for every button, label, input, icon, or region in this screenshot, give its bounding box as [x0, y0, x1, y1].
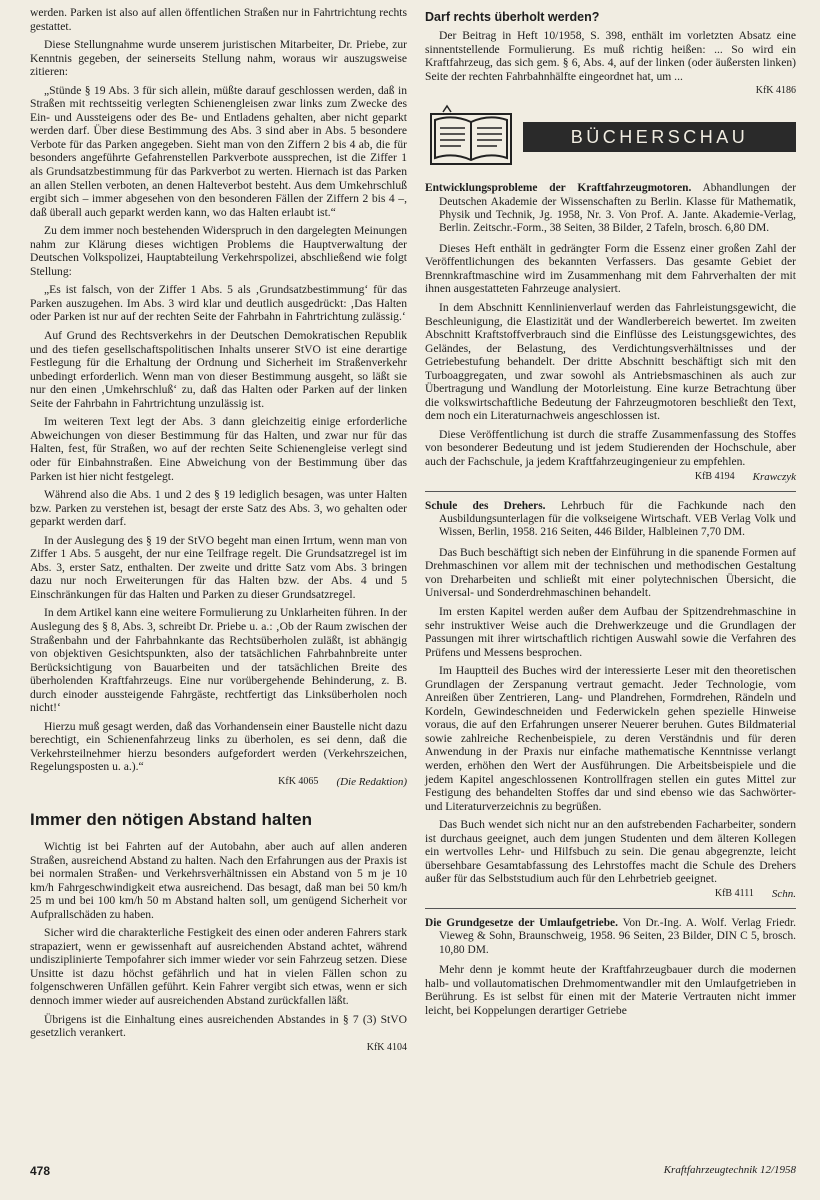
paragraph: Dieses Heft enthält in gedrängter Form die Essenz einer großen Zahl der Veröffentlichungen des bekannten Verfassers. Das gesamte Gebiet der Brennkraftmaschine wird im Zusammenhang mit dem Fahrverhalten der mit ihnen ausgestatteten Fahrzeuge analysiert.: [425, 241, 796, 296]
paragraph: Während also die Abs. 1 und 2 des § 19 lediglich besagen, was unter Halten bzw. Parken zu verstehen ist, besagt der erste Satz des Abs. 3, wo gehalten oder geparkt werden darf.: [30, 488, 407, 529]
paragraph: Auf Grund des Rechtsverkehrs in der Deutschen Demokratischen Republik und des tiefen gesellschaftspolitischen Inhalts unserer StVO ist eine derartige Festlegung für die Erhaltung der Ordnung und Sicherheit im Straßenverkehr unbedingt erforderlich. Wenn man von dieser Bestimmung ausgeht, so läßt sie nur den einen ‚Umkehrschluß‘ zu, daß das Halten oder Parken auf der linken Seite der Fahrbahn in Fahrtrichtung unzulässig ist.: [30, 329, 407, 410]
book-title: Schule des Drehers.: [425, 499, 546, 512]
article-code: KfK 4065: [278, 775, 319, 787]
article-code: KfK 4104: [366, 1041, 407, 1053]
review-signature: [425, 888, 796, 900]
book-title: Entwicklungsprobleme der Kraftfahrzeugmotoren.: [425, 182, 692, 195]
article-signature: [30, 1042, 407, 1053]
paragraph: Wichtig ist bei Fahrten auf der Autobahn, aber auch auf allen anderen Straßen, ausreichend Abstand zu halten. Nach den Erfahrungen aus der Praxis ist bei normalen Straßen- und Verkehrsverhältnissen ein Abstand von 5 m je 10 km/h Fahrgeschwindigkeit etwa ausreichend. Das besagt, daß man bei 50 km/h 25 m und bei 100 km/h 50 m Abstand halten soll, um genügend Sicherheit vor Aufprallschäden zu haben.: [30, 839, 407, 921]
divider: [425, 491, 796, 492]
paragraph: Der Beitrag in Heft 10/1958, S. 398, enthält im vorletzten Absatz eine sinnentstellende Formulierung. Es muß richtig heißen: ... So wird ein Kraftfahrzeug, das sich gem. § 6, Abs. 4, auf der linken (oder äußersten linken) Seite der rechten Fahrbahnhälfte eingeordnet hat, um ...: [425, 29, 796, 83]
article-author: (Die Redaktion): [336, 775, 407, 788]
quote-paragraph: „Es ist falsch, von der Ziffer 1 Abs. 5 als ‚Grundsatzbestimmung‘ für das Parken auszugehen. Im Abs. 3 wird klar und deutlich ausgedrückt: ‚Das Halten oder Parken ist nur auf der rechten Seite der Fahrbahn in Fahrtrichtung zulässig.‘: [30, 283, 407, 324]
paragraph: werden. Parken ist also auf allen öffentlichen Straßen nur in Fahrtrichtung rechts gestattet.: [30, 6, 407, 33]
book-entry: [425, 500, 796, 540]
book-meta: Lehrbuch für die Fachkunde nach den Ausbildungsunterlagen für die volkseigene Wirtschaft. VEB Verlag Volk und Wissen, Berlin, 1958. 216 Seiten, 446 Bilder, Halbleinen 7,70 DM.: [439, 499, 796, 539]
paragraph: Mehr denn je kommt heute der Kraftfahrzeugbauer durch die modernen halb- und vollautomatischen Drehmomentwandler mit den Umlaufgetrieben in Berührung. Es ist selbst für einen mit der Materie Vertrauten nicht immer leicht, bei Koppelungen derartiger Getriebe: [425, 963, 796, 1017]
book-meta: Abhandlungen der Deutschen Akademie der Wissenschaften zu Berlin. Klasse für Mathematik, Physik und Technik, Jg. 1958, Nr. 3. Von Prof. A. Jante. Akademie-Verlag, Berlin. Zeitschr.-Form., 38 Seiten, 38 Bilder, 2 Tafeln, brosch. 6,80 DM.: [439, 182, 796, 235]
journal-issue: Kraftfahrzeugtechnik 12/1958: [663, 1164, 796, 1176]
paragraph: In dem Artikel kann eine weitere Formulierung zu Unklarheiten führen. In der Auslegung des § 8, Abs. 3, schreibt Dr. Priebe u. a.: ‚Ob der Raum zwischen der Straßenbahn und der Fahrbahnkante das Rechtsüberholen zuläßt, ist abhängig von objektiven Gesichtspunkten, also der tatsächlichen Fahrbahnbreite unter Berücksichtigung von Bauarbeiten und der tatsächlichen Breite des überholenden Kraftfahrzeugs. Eine nur vorübergehende Behinderung, z. B. durch einoder aussteigende Fahrgäste, rechtfertigt das Linksüberholen noch nicht!‘: [30, 606, 407, 715]
paragraph: Übrigens ist die Einhaltung eines ausreichenden Abstandes in § 7 (3) StVO gesetzlich verankert.: [30, 1012, 407, 1040]
book-title: Die Grundgesetze der Umlaufgetriebe.: [425, 916, 618, 929]
review-author: Krawczyk: [752, 470, 796, 483]
paragraph: Hierzu muß gesagt werden, daß das Vorhandensein einer Baustelle nicht dazu berechtigt, ein Schienenfahrzeug links zu überholen, es sei denn, daß die Verkehrsteilnehmer hierzu besonders aufgefordert werden (Verkehrszeichen, Regelungsposten u. a.).“: [30, 719, 407, 774]
paragraph: Im weiteren Text legt der Abs. 3 dann gleichzeitig einige erforderliche Abweichungen von dieser Bestimmung für das Halten, und zwar nur für das Halten, fest, für Straßen, wo auf der rechten Seite Schienengleise verlegt sind oder für Einbahnstraßen. Eine Abweichung von der Bestimmung über das Parken ist hier nicht festgelegt.: [30, 415, 407, 483]
section-banner: [425, 102, 796, 172]
book-entry: [425, 182, 796, 236]
section-title: BÜCHERSCHAU: [523, 122, 796, 152]
page-footer: [30, 1164, 796, 1178]
review-signature: [425, 471, 796, 483]
quote-paragraph: „Stünde § 19 Abs. 3 für sich allein, müßte darauf geschlossen werden, daß in Straßen mit rechtsseitig verlegten Schienengleisen zwar links zum Zwecke des Ein- und Aussteigens oder des Be- und Entladens gehalten, aber nicht geparkt werden darf. Über diese Bestimmung des Abs. 3 sind aber in Abs. 5 besondere Verbote für das Parken angegeben. Sieht man von den Ziffern 2 bis 4 ab, die für besonders angeführte Gefahrenstellen Parkverbote aussprechen, ist die Ziffer 1 als Grundsatzbestimmung für das Parkverbot zu werten. Hiernach ist das Parken an allen Stellen verboten, an denen Halteverbot besteht. Aus dem Umkehrschluß ergibt sich – immer abgesehen von den besonderen Fällen der Ziffern 2 bis 4 –, daß überall auch geparkt werden kann, wo das Halten erlaubt ist.“: [30, 83, 407, 219]
open-book-icon: [425, 104, 517, 170]
review-code: KfB 4111: [714, 887, 754, 899]
paragraph: Das Buch beschäftigt sich neben der Einführung in die spanende Formen auf Drehmaschinen vor allem mit der technischen und methodischen Gestaltung von Dreharbeiten und schließt mit einer polytechnischen Übersicht, die Universal- und Sonderdrehmaschinen behandelt.: [425, 545, 796, 600]
paragraph: Diese Veröffentlichung ist durch die straffe Zusammenfassung des Stoffes von besonderer Bedeutung und ist jedem Studierenden der Hochschule, aber auch der Fachschule, ja jedem Kraftfahrzeugingenieur zu empfehlen.: [425, 427, 796, 469]
book-entry: [425, 917, 796, 957]
right-column: [425, 10, 796, 1022]
paragraph: In dem Abschnitt Kennlinienverlauf werden das Fahrleistungsgewicht, die Beschleunigung, die Elastizität und der Wandlerbereich bewertet. Im zweiten Abschnitt Kraftstoffverbrauch sind die Einflüsse des Leistungsgewichtes, des Geländes, der Belastung, des Verdichtungsverhältnisses und der Getriebestufung behandelt. Der dritte Abschnitt beschäftigt sich mit den Turboaggregaten, und zwar sowohl als Antriebsmaschinen als auch zur Übertragung und Wandlung der Motorleistung. Eine kurze Betrachtung über die volkswirtschaftliche Bedeutung der Fahrzeugmotoren beschließt den Text, dem noch ein Literaturnachweis angeschlossen ist.: [425, 301, 796, 423]
paragraph: Sicher wird die charakterliche Festigkeit des einen oder anderen Fahrers stark strapaziert, wenn er gewissenhaft auf ausreichenden Abstand achtet, während undisziplinierte Tempofahrer sich immer wieder vor sein Fahrzeug setzen. Diese Unsitte ist dazu höchst gefährlich und hat in vielen Fällen schon zu folgenschweren Unfällen geführt. Kein Fahrer vergibt sich etwas, wenn er sich dennoch immer wieder auf ausreichenden Abstand zurückfallen läßt.: [30, 926, 407, 1007]
page-number: 478: [30, 1164, 51, 1178]
review-code: KfB 4194: [694, 470, 735, 482]
review-author: Schn.: [771, 887, 796, 900]
headline-ueberholt: Darf rechts überholt werden?: [425, 10, 600, 24]
paragraph: Das Buch wendet sich nicht nur an den aufstrebenden Facharbeiter, sondern ist durchaus geeignet, auch dem jungen Studenten und dem älteren Kollegen ein wertvolles Lehr- und Hilfsbuch zu sein. Die genau abgegrenzte, leicht übersehbare Gesamtabfassung des Lehrstoffes macht die Schule des Drehers außer für das Selbststudium auch für den Lehrbetrieb geeignet.: [425, 818, 796, 886]
left-column: [30, 6, 407, 1059]
headline-abstand: Immer den nötigen Abstand halten: [30, 809, 313, 829]
paragraph: Zu dem immer noch bestehenden Widerspruch in den dargelegten Meinungen nahm zur Klärung dieses wichtigen Problems die Hauptverwaltung der Deutschen Volkspolizei, Hauptabteilung Verkehrspolizei, abschließend wie folgt Stellung:: [30, 224, 407, 278]
divider: [425, 908, 796, 909]
paragraph: Im Hauptteil des Buches wird der interessierte Leser mit den theoretischen Grundlagen der Zerspanung vertraut gemacht. Jeder Technologie, vom Anreißen über Zentrieren, Lang- und Plandrehen, Formdrehen, Rändeln und Kordeln, Gewindeschneiden und Federwickeln gehen spezielle Hinweise voraus, die auf den Erfahrungen unserer Neuerer beruhen. Gutes Bildmaterial sowie zahlreiche Rechenbeispiele, zu deren Verständnis und für deren Anwendung in der Praxis nur einfache mathematische Kenntnisse verlangt werden, erhöhen den Wert der Ausführungen. Die Arbeitsbeispiele und die jedem Kapitel angeschlossenen Kontrollfragen stellen ein gutes Mittel zur Festigung des behandelten Stoffes dar und sind ebenso wie das Sachwörter- und Literaturverzeichnis zu begrüßen.: [425, 664, 796, 813]
article-signature: [425, 85, 796, 96]
book-meta: Von Dr.-Ing. A. Wolf. Verlag Friedr. Vieweg & Sohn, Braunschweig, 1958. 96 Seiten, 23 Bilder, DIN C 5, brosch. 10,80 DM.: [439, 916, 796, 956]
article-code: KfK 4186: [755, 85, 796, 97]
paragraph: Im ersten Kapitel werden außer dem Aufbau der Spitzendrehmaschine in sehr instruktiver Weise auch die Drehwerkzeuge und die Grundlagen der Passungen mit ihrer wirtschaftlich richtigen Auswahl sowie die Verfahren des Prüfens und Messens besprochen.: [425, 604, 796, 659]
paragraph: Diese Stellungnahme wurde unserem juristischen Mitarbeiter, Dr. Priebe, zur Kenntnis gegeben, der seinerseits Stellung nahm, woraus wir auszugsweise zitieren:: [30, 38, 407, 79]
article-signature: [30, 776, 407, 788]
paragraph: In der Auslegung des § 19 der StVO begeht man einen Irrtum, wenn man von Ziffer 1 Abs. 5 ausgeht, der nur eine Teilfrage regelt. Die Grundsatzregel ist im Abs. 3, erster Satz, enthalten. Der zweite und dritte Satz vom Abs. 3 bringen dazu nur noch Erweiterungen für das Halten bzw. der Abs. 4 und 5 Einschränkungen für das Halten und Parken zu dieser Grundsatzregel.: [30, 533, 407, 601]
